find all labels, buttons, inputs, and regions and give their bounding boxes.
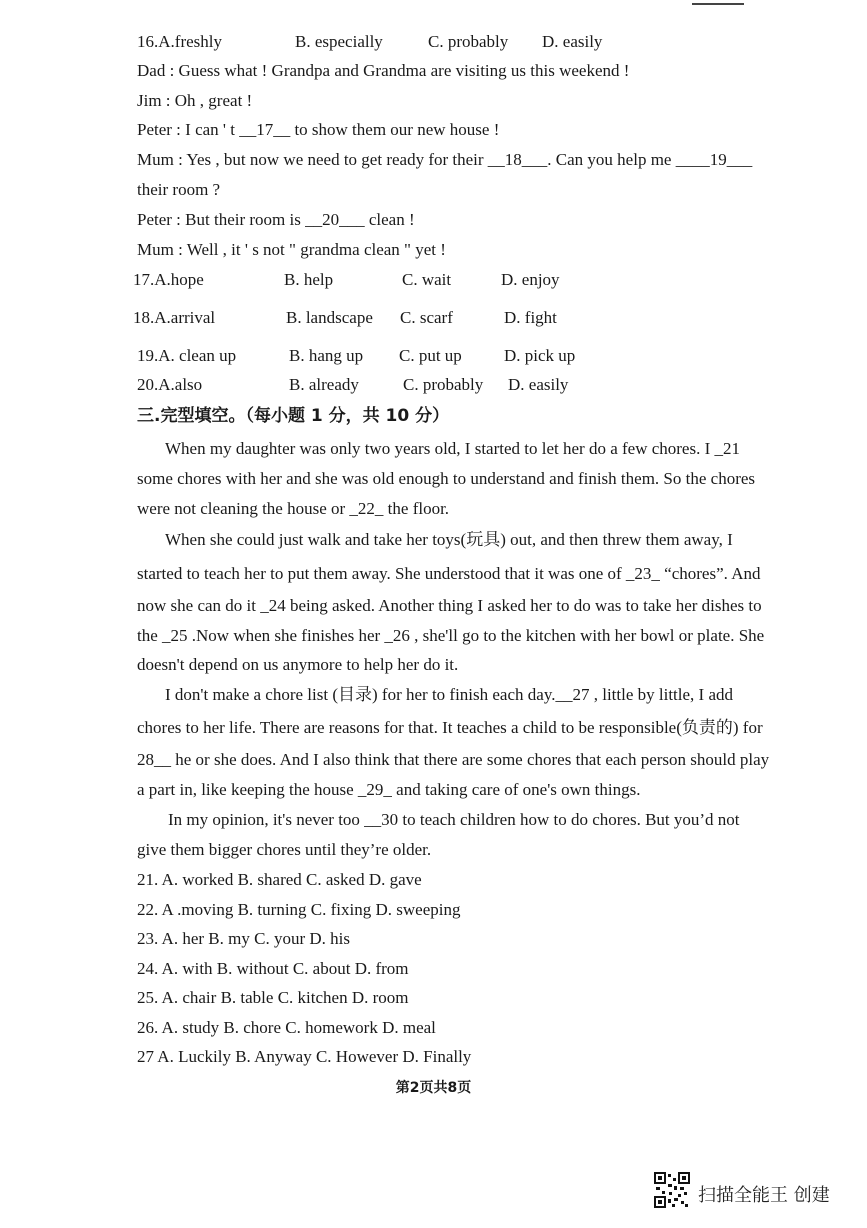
question-line: 23. A. her B. my C. your D. his [137, 929, 350, 948]
qr-code-icon [654, 1172, 690, 1208]
passage-line: give them bigger chores until they’re older. [137, 840, 432, 859]
option: C. probably [428, 32, 509, 51]
passage-line: I don't make a chore list (目录) for her to finish each day.__27 , little by little, I add [165, 685, 733, 704]
question-line: 24. A. with B. without C. about D. from [137, 959, 409, 978]
option: C. put up [399, 346, 462, 365]
passage-line: When my daughter was only two years old, I started to let her do a few chores. I _21 [165, 439, 740, 458]
option: B. landscape [286, 308, 373, 327]
option: D. easily [508, 375, 569, 394]
option: 16.A.freshly [137, 32, 222, 51]
question-line: 26. A. study B. chore C. homework D. meal [137, 1018, 436, 1037]
option: B. already [289, 375, 359, 394]
option: D. pick up [504, 346, 576, 365]
question-line: 25. A. chair B. table C. kitchen D. room [137, 988, 409, 1007]
passage-line: In my opinion, it's never too __30 to teach children how to do chores. But you’d not [168, 810, 740, 829]
dialogue-line: Jim : Oh , great ! [137, 91, 253, 110]
passage-line: When she could just walk and take her toys(玩具) out, and then threw them away, I [165, 530, 733, 549]
scanner-watermark: 扫描全能王 创建 [698, 1185, 830, 1206]
passage-line: doesn't depend on us anymore to help her do it. [137, 655, 459, 674]
dialogue-line: their room ? [137, 180, 221, 199]
option: D. enjoy [501, 270, 560, 289]
section-heading: 三.完型填空。（每小题 1 分，共 10 分） [137, 406, 450, 426]
option: D. easily [542, 32, 603, 51]
question-line: 21. A. worked B. shared C. asked D. gave [137, 870, 422, 889]
option: D. fight [504, 308, 557, 327]
passage-line: a part in, like keeping the house _29_ and taking care of one's own things. [137, 780, 641, 799]
question-line: 22. A .moving B. turning C. fixing D. sweeping [137, 900, 461, 919]
dialogue-line: Peter : But their room is __20___ clean ! [137, 210, 415, 229]
option: 19.A. clean up [137, 346, 237, 365]
option: B. help [284, 270, 334, 289]
dialogue-line: Mum : Well , it ' s not " grandma clean " yet ! [137, 240, 446, 259]
dialogue-line: Peter : I can ' t __17__ to show them our new house ! [137, 120, 500, 139]
passage-line: now she can do it _24 being asked. Another thing I asked her to do was to take her dishes to [137, 596, 762, 615]
page-number: 第2页共8页 [395, 1080, 472, 1096]
passage-line: chores to her life. There are reasons for that. It teaches a child to be responsible(负责的) for [137, 718, 763, 737]
question-line: 27 A. Luckily B. Anyway C. However D. Finally [137, 1047, 472, 1066]
option: B. hang up [289, 346, 364, 365]
option: 18.A.arrival [133, 308, 216, 327]
option: 20.A.also [137, 375, 203, 394]
passage-line: were not cleaning the house or _22_ the floor. [137, 499, 450, 518]
passage-line: 28__ he or she does. And I also think that there are some chores that each person should play [137, 750, 770, 769]
passage-line: started to teach her to put them away. She understood that it was one of _23_ “chores”. And [137, 564, 761, 583]
option: C. probably [403, 375, 484, 394]
scan-mark [692, 3, 744, 5]
option: B. especially [295, 32, 383, 51]
dialogue-line: Dad : Guess what ! Grandpa and Grandma are visiting us this weekend ! [137, 61, 630, 80]
passage-line: the _25 .Now when she finishes her _26 , she'll go to the kitchen with her bowl or plate. She [137, 626, 765, 645]
passage-line: some chores with her and she was old enough to understand and finish them. So the chores [137, 469, 756, 488]
option: C. scarf [400, 308, 453, 327]
option: 17.A.hope [133, 270, 204, 289]
option: C. wait [402, 270, 452, 289]
dialogue-line: Mum : Yes , but now we need to get ready for their __18___. Can you help me ____19___ [137, 150, 753, 169]
